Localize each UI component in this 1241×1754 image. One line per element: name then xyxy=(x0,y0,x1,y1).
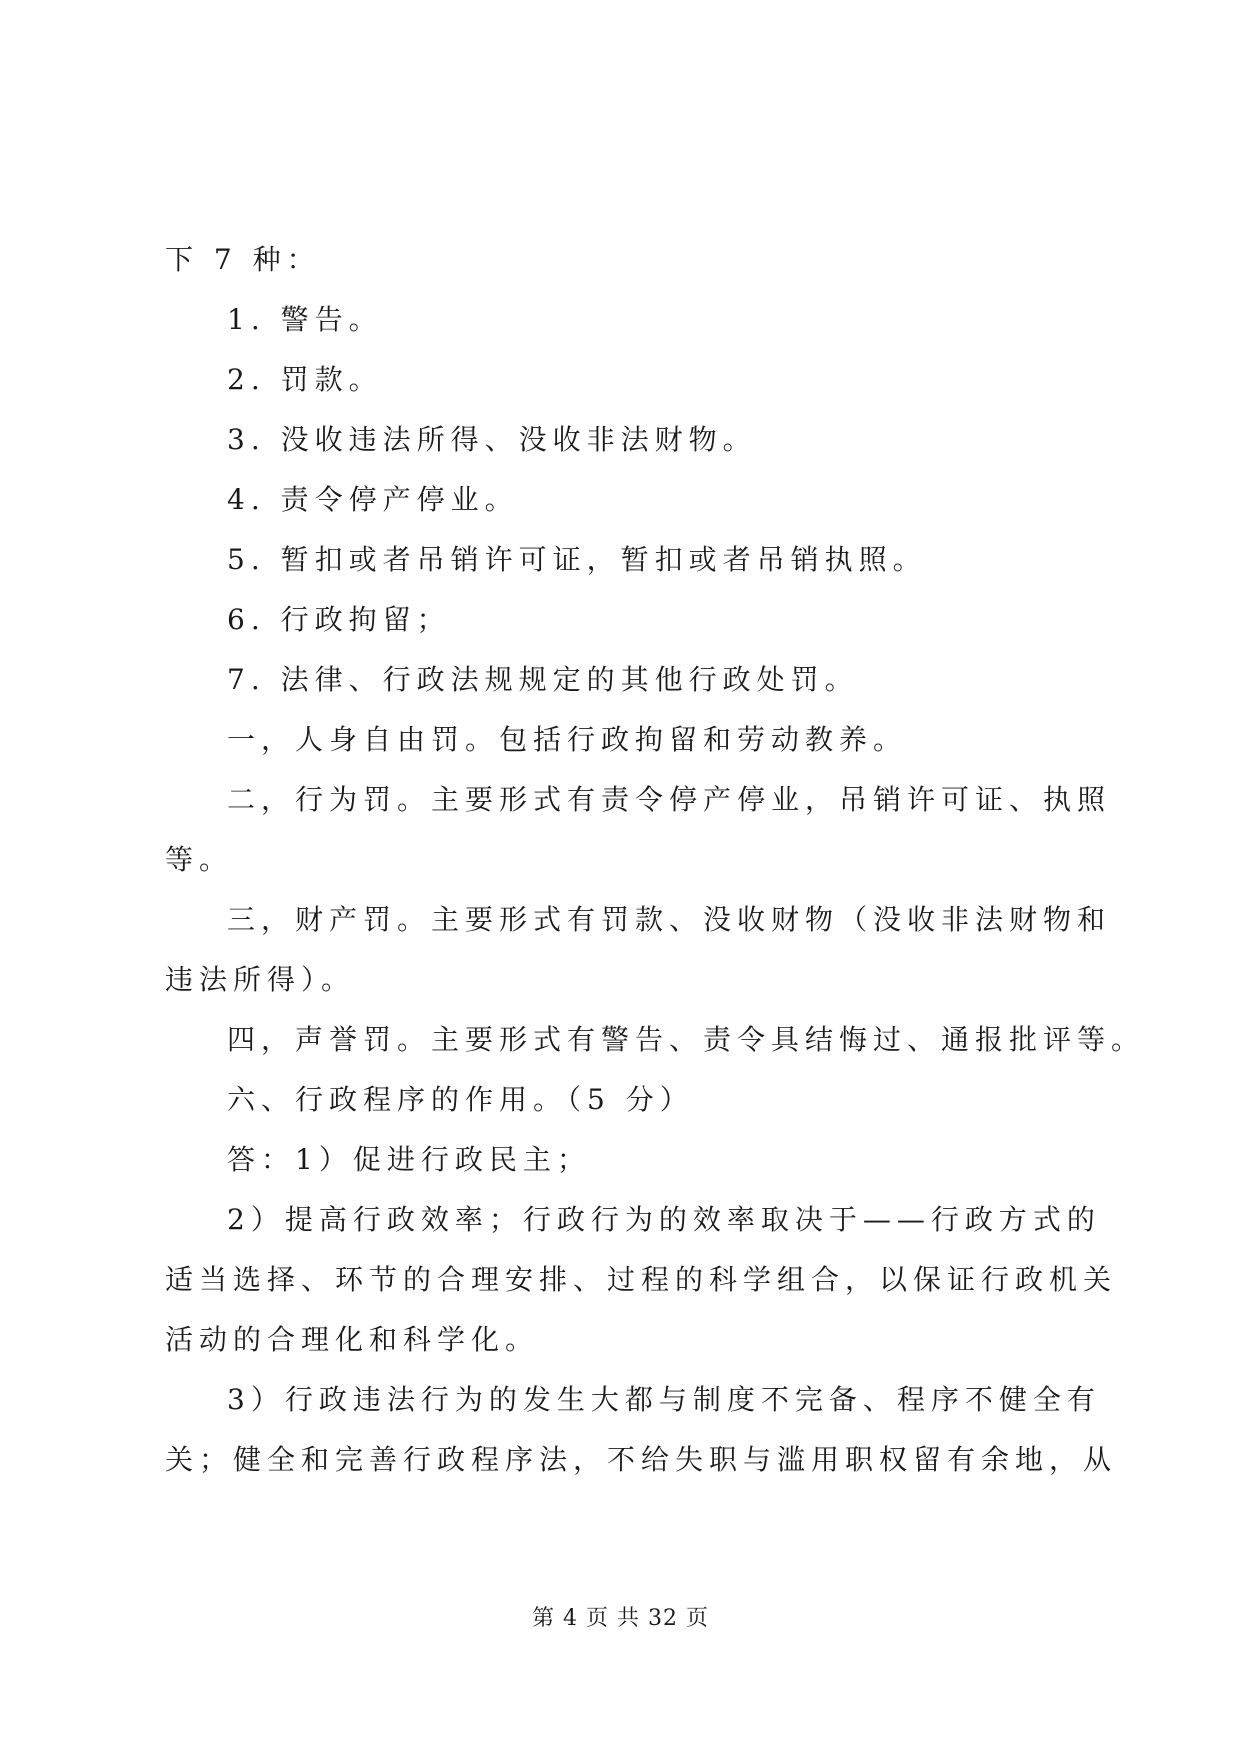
paragraph-line: 2. 罚款。 xyxy=(227,363,383,396)
paragraph-line: 一，人身自由罚。包括行政拘留和劳动教养。 xyxy=(227,723,908,756)
paragraph-line: 等。 xyxy=(165,843,234,876)
paragraph-line: 6. 行政拘留； xyxy=(227,603,451,636)
paragraph-line: 违法所得）。 xyxy=(165,963,356,996)
paragraph-line: 1. 警告。 xyxy=(227,303,383,336)
paragraph-line: 适当选择、环节的合理安排、过程的科学组合，以保证行政机关 xyxy=(165,1263,1118,1296)
paragraph-line: 3. 没收违法所得、没收非法财物。 xyxy=(227,423,757,456)
paragraph-line: 7. 法律、行政法规规定的其他行政处罚。 xyxy=(227,663,859,696)
paragraph-line: 三，财产罚。主要形式有罚款、没收财物（没收非法财物和 xyxy=(227,903,1112,936)
document-body xyxy=(165,230,1146,1490)
paragraph-line: 下 7 种： xyxy=(165,243,321,276)
paragraph-line: 3）行政违法行为的发生大都与制度不完备、程序不健全有 xyxy=(227,1383,1101,1416)
paragraph-line: 四，声誉罚。主要形式有警告、责令具结悔过、通报批评等。 xyxy=(227,1023,1146,1056)
paragraph-line: 六、行政程序的作用。（5 分） xyxy=(227,1083,694,1116)
paragraph-line: 二，行为罚。主要形式有责令停产停业，吊销许可证、执照 xyxy=(227,783,1112,816)
paragraph-line: 4. 责令停产停业。 xyxy=(227,483,519,516)
paragraph-line: 5. 暂扣或者吊销许可证，暂扣或者吊销执照。 xyxy=(227,543,927,576)
page-number: 第 4 页 共 32 页 xyxy=(532,1606,709,1631)
paragraph-line: 关；健全和完善行政程序法，不给失职与滥用职权留有余地，从 xyxy=(165,1443,1118,1476)
paragraph-line: 活动的合理化和科学化。 xyxy=(165,1323,540,1356)
page-footer xyxy=(0,1604,1241,1634)
paragraph-line: 答：1）促进行政民主； xyxy=(227,1143,591,1176)
paragraph-line: 2）提高行政效率；行政行为的效率取决于——行政方式的 xyxy=(227,1203,1101,1236)
